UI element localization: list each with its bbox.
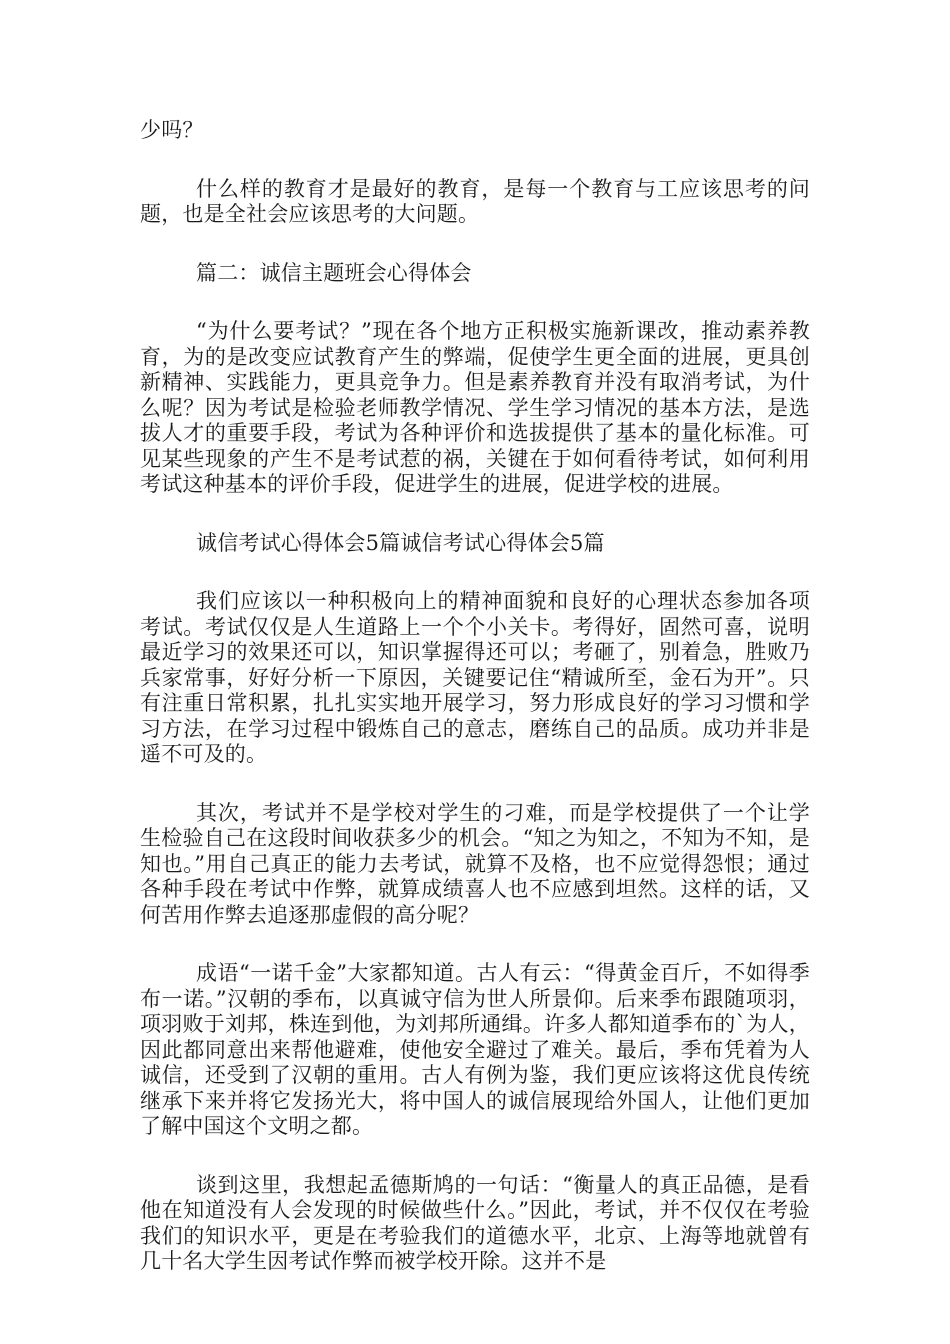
- paragraph-positive-attitude: 我们应该以一种积极向上的精神面貌和良好的心理状态参加各项考试。考试仅仅是人生道路上一个个小关卡。考得好，固然可喜，说明最近学习的效果还可以，知识掌握得还可以；考砸了，别着急，胜败乃兵家常事，好好分析一下原因，关键要记住“精诚所至，金石为开”。只有注重日常积累，扎扎实实地开展学习，努力形成良好的学习习惯和学习方法，在学习过程中锻炼自己的意志，磨练自己的品质。成功并非是遥不可及的。: [140, 589, 810, 766]
- paragraph-education: 什么样的教育才是最好的教育，是每一个教育与工应该思考的问题，也是全社会应该思考的大问题。: [140, 176, 810, 226]
- section-heading-part-two: 篇二：诚信主题班会心得体会: [196, 260, 472, 285]
- paragraph-secondly: 其次，考试并不是学校对学生的刁难，而是学校提供了一个让学生检验自己在这段时间收获多少的机会。“知之为知之，不知为不知，是知也。”用自己真正的能力去考试，就算不及格，也不应觉得怨恨；通过各种手段在考试中作弊，就算成绩喜人也不应感到坦然。这样的话，又何苦用作弊去追逐那虚假的高分呢？: [140, 800, 810, 927]
- paragraph-continuation: 少吗？: [140, 118, 204, 142]
- section-heading-integrity-exam: 诚信考试心得体会5篇诚信考试心得体会5篇: [196, 530, 605, 555]
- paragraph-promise: 成语“一诺千金”大家都知道。古人有云：“得黄金百斤，不如得季布一诺。”汉朝的季布，以真诚守信为世人所景仰。后来季布跟随项羽，项羽败于刘邦，株连到他，为刘邦所通缉。许多人都知道季布的`为人，因此都同意出来帮他避难，使他安全避过了难关。最后，季布凭着为人诚信，还受到了汉朝的重用。古人有例为鉴，我们更应该将这优良传统继承下来并将它发扬光大，将中国人的诚信展现给外国人，让他们更加了解中国这个文明之都。: [140, 961, 810, 1138]
- paragraph-why-exam: “为什么要考试？”现在各个地方正积极实施新课改，推动素养教育，为的是改变应试教育产生的弊端，促使学生更全面的进展，更具创新精神、实践能力，更具竞争力。但是素养教育并没有取消考试，为什么呢？因为考试是检验老师教学情况、学生学习情况的基本方法，是选拔人才的重要手段，考试为各种评价和选拔提供了基本的量化标准。可见某些现象的产生不是考试惹的祸，关键在于如何看待考试，如何利用考试这种基本的评价手段，促进学生的进展，促进学校的进展。: [140, 319, 810, 496]
- paragraph-montesquieu: 谈到这里，我想起孟德斯鸠的一句话：“衡量人的真正品德，是看他在知道没有人会发现的时候做些什么。”因此，考试，并不仅仅在考验我们的知识水平，更是在考验我们的道德水平，北京、上海等地就曾有几十名大学生因考试作弊而被学校开除。这并不是: [140, 1172, 810, 1273]
- document-body: [140, 118, 810, 1308]
